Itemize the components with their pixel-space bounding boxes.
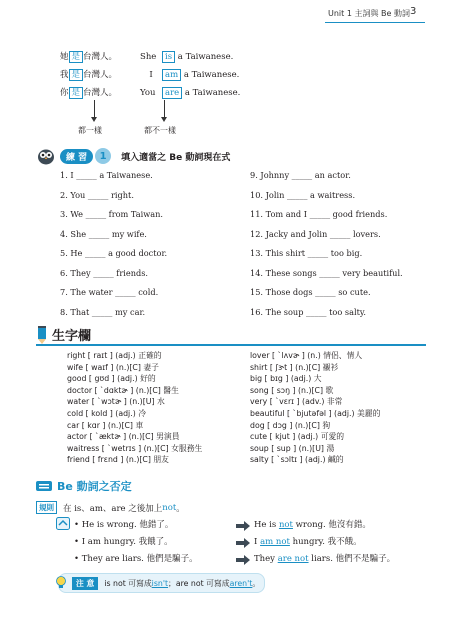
en-verb: are	[162, 87, 182, 99]
note-box	[58, 573, 265, 593]
vocab-item: water [ ˋwɔtɚ ] (n.)[U] 水	[67, 397, 165, 407]
neg-pre: They	[254, 554, 278, 564]
book-icon	[36, 479, 52, 493]
exercise-item: 15. Those dogs _____ so cute.	[250, 287, 371, 297]
affirmative-sentence: • I am hungry. 我餓了。	[74, 537, 173, 547]
exercise-item: 9. Johnny _____ an actor.	[250, 170, 351, 180]
negative-sentence	[254, 551, 395, 568]
exercise-item: 11. Tom and I _____ good friends.	[250, 209, 388, 219]
practice-badge: 練 習	[60, 149, 93, 164]
vocab-item: salty [ ˋsɔltɪ ] (adj.) 鹹的	[250, 455, 344, 465]
arrow-right	[164, 100, 165, 118]
vocab-item: dog [ dɔg ] (n.)[C] 狗	[250, 420, 331, 430]
zh-rest: 台灣人。	[83, 70, 118, 80]
neg-post: hungry. 我不餓。	[289, 537, 362, 547]
example-en-list	[140, 52, 240, 99]
example-zh-row	[60, 70, 117, 81]
exercise-list-right	[250, 166, 403, 322]
exercise-item: 2. You _____ right.	[60, 189, 134, 200]
negation-heading	[36, 478, 132, 494]
vocab-list-right	[250, 350, 380, 466]
vocab-item: lover [ ˋlʌvɚ ] (n.) 情侶、情人	[250, 351, 363, 360]
affirmative-sentence: • He is wrong. 他錯了。	[74, 520, 174, 530]
note-isnt: isn't	[151, 578, 169, 588]
example-zh-row	[60, 52, 117, 63]
vocab-item: actor [ ˋæktɚ ] (n.)[C] 男演員	[67, 432, 180, 442]
exercise-list-left	[60, 166, 167, 322]
zh-subject: 她	[60, 52, 69, 62]
vocab-item: friend [ frɛnd ] (n.)[C] 朋友	[67, 455, 169, 465]
vocab-item: beautiful [ ˋbjutəfəl ] (adj.) 美麗的	[250, 408, 381, 418]
vocab-item: waitress [ ˋwetrɪs ] (n.)[C] 女服務生	[67, 443, 203, 453]
note-text-1: is not 可寫成	[104, 578, 152, 588]
vocab-item: big [ bɪg ] (adj.) 大	[250, 374, 322, 384]
header-rule	[325, 22, 425, 23]
label-same: 都一樣	[78, 126, 102, 135]
right-arrow-icon	[236, 551, 250, 568]
en-subject: You	[140, 88, 156, 98]
vocab-item: wife [ waɪf ] (n.)[C] 妻子	[67, 362, 159, 372]
vocab-item: cute [ kjut ] (adj.) 可愛的	[250, 432, 345, 442]
en-subject: She	[140, 52, 157, 62]
owl-icon	[36, 147, 56, 165]
exercise-item: 1. I _____ a Taiwanese.	[60, 170, 153, 180]
en-rest: a Taiwanese.	[184, 88, 241, 98]
vocab-item: doctor [ ˋdɑktɚ ] (n.)[C] 醫生	[67, 385, 179, 395]
vocab-item: song [ sɔŋ ] (n.)[C] 歌	[250, 385, 334, 395]
exercise-item: 5. He _____ a good doctor.	[60, 248, 168, 258]
arrowhead-left	[91, 117, 97, 122]
neg-post: liars. 他們不是騙子。	[308, 554, 396, 564]
right-arrow-icon	[236, 517, 250, 534]
example-en-row	[140, 70, 240, 81]
neg-post: wrong. 他沒有錯。	[292, 520, 371, 530]
vocab-item: right [ raɪt ] (adj.) 正確的	[67, 351, 162, 360]
zh-verb: 是	[69, 69, 84, 81]
rule-row	[36, 501, 185, 514]
exercise-item: 4. She _____ my wife.	[60, 228, 147, 239]
vocab-item: very [ ˋvɛrɪ ] (adv.) 非常	[250, 397, 343, 407]
example-zh-row	[60, 88, 117, 99]
neg-word: not	[278, 520, 293, 530]
note-text-2: ；are not 可寫成	[168, 578, 230, 588]
neg-pre: He is	[254, 520, 279, 530]
rule-not: not	[162, 502, 177, 513]
vocab-list-left	[67, 350, 202, 466]
en-rest: a Taiwanese.	[177, 52, 234, 62]
rule-text: 在 is、am、are 之後加上	[63, 503, 163, 514]
exercise-item: 7. The water _____ cold.	[60, 287, 159, 297]
right-arrow-icon	[236, 534, 250, 551]
arrow-left	[94, 100, 95, 118]
vocab-title: 生字欄	[52, 329, 92, 344]
affirmative-sentence: • They are liars. 他們是騙子。	[74, 554, 198, 564]
zh-subject: 我	[60, 70, 69, 80]
example-hand-icon	[56, 517, 70, 530]
exercise-item: 16. The soup _____ too salty.	[250, 306, 367, 317]
en-rest: a Taiwanese.	[183, 70, 240, 80]
practice-title: 填入適當之 Be 動詞現在式	[121, 152, 231, 163]
zh-rest: 台灣人。	[83, 88, 118, 98]
lightbulb-icon	[55, 576, 67, 590]
arrow-column	[236, 517, 250, 568]
label-different: 都不一樣	[144, 126, 176, 135]
example-en-row	[140, 88, 240, 99]
neg-word: are not	[277, 554, 309, 564]
exercise-item: 10. Jolin _____ a waitress.	[250, 189, 356, 200]
vocab-item: car [ kɑr ] (n.)[C] 車	[67, 420, 144, 430]
zh-verb: 是	[69, 87, 84, 99]
en-verb: is	[162, 51, 175, 63]
exercise-item: 14. These songs _____ very beautiful.	[250, 267, 403, 278]
zh-subject: 你	[60, 88, 69, 98]
negation-title: Be 動詞之否定	[57, 480, 132, 493]
vocab-item: shirt [ ʃɝt ] (n.)[C] 襯衫	[250, 362, 339, 372]
exercise-item: 13. This shirt _____ too big.	[250, 248, 363, 258]
unit-title: Unit 1 主詞與 Be 動詞	[328, 9, 410, 18]
vocab-rule	[36, 344, 426, 346]
exercise-item: 3. We _____ from Taiwan.	[60, 209, 164, 219]
note-label: 注 意	[72, 577, 98, 590]
negative-sentence	[254, 534, 395, 551]
page-number: 3	[410, 6, 417, 17]
vocab-item: good [ gʊd ] (adj.) 好的	[67, 374, 156, 384]
note-arent: aren't	[229, 578, 253, 588]
neg-pre: I	[254, 537, 261, 547]
en-verb: am	[162, 69, 181, 81]
example-en-row	[140, 52, 240, 63]
practice-number: 1	[95, 148, 111, 164]
arrowhead-right	[161, 117, 167, 122]
exercise-item: 6. They _____ friends.	[60, 267, 149, 278]
zh-rest: 台灣人。	[83, 52, 118, 62]
example-zh-list	[60, 52, 117, 99]
vocab-item: cold [ kold ] (adj.) 冷	[67, 408, 147, 418]
negative-sentence	[254, 517, 395, 534]
vocab-heading	[36, 325, 91, 344]
note-text-3: 。	[252, 578, 261, 588]
negation-examples-left	[74, 517, 198, 568]
negation-examples-right	[254, 517, 395, 568]
zh-verb: 是	[69, 51, 84, 63]
exercise-item: 8. That _____ my car.	[60, 306, 146, 317]
en-subject: I	[149, 70, 153, 80]
rule-label: 規則	[36, 501, 57, 514]
exercise-item: 12. Jacky and Jolin _____ lovers.	[250, 228, 381, 239]
neg-word: am not	[260, 537, 290, 547]
pencil-icon	[36, 326, 48, 344]
practice-heading	[36, 147, 230, 165]
vocab-item: soup [ sup ] (n.)[U] 湯	[250, 443, 335, 453]
rule-end: 。	[176, 503, 185, 514]
